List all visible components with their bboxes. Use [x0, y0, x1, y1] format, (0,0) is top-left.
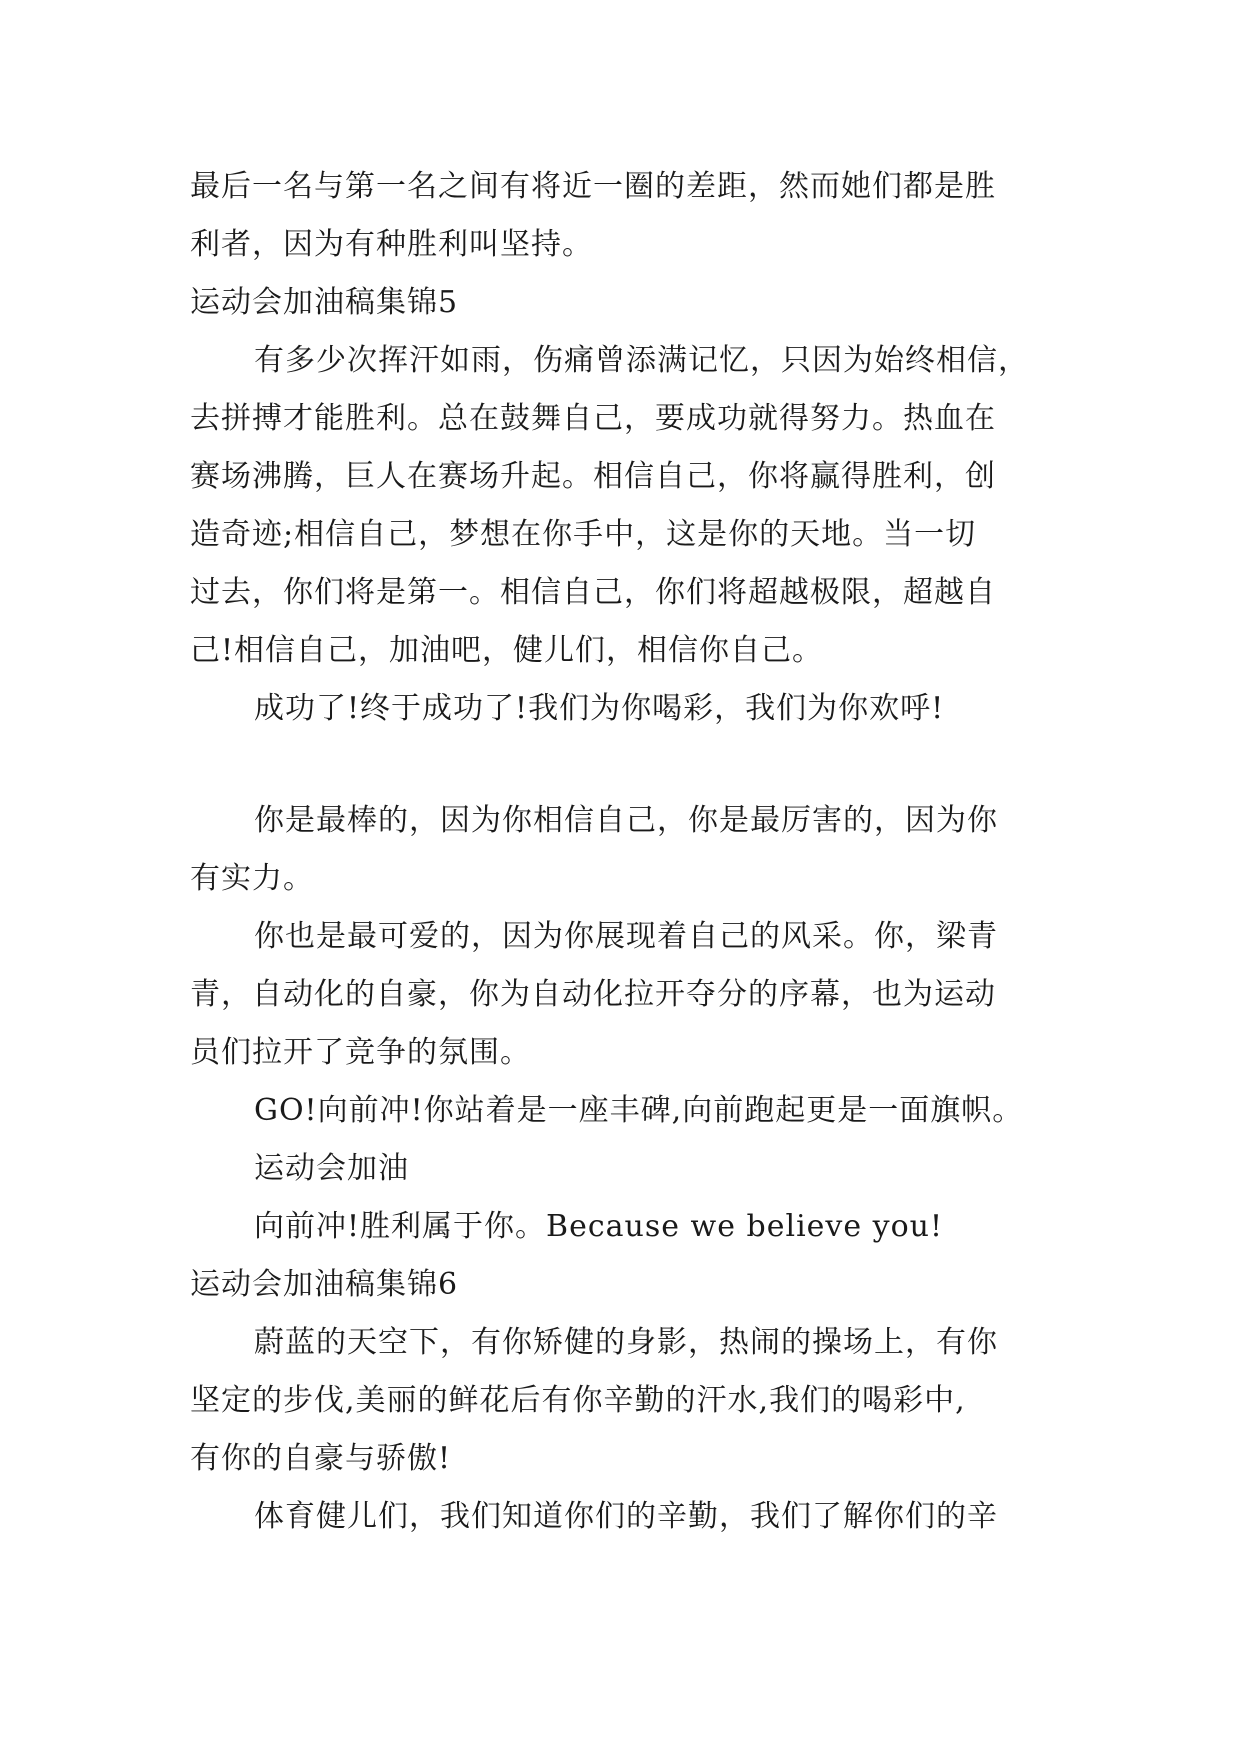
text-line: 最后一名与第一名之间有将近一圈的差距，然而她们都是胜 [190, 169, 996, 204]
section-heading: 运动会加油稿集锦5 [190, 285, 459, 320]
text-line: 有实力。 [190, 861, 314, 896]
text-line: 利者，因为有种胜利叫坚持。 [190, 227, 593, 262]
text-line: 运动会加油 [254, 1151, 409, 1186]
text-line: 青，自动化的自豪，你为自动化拉开夺分的序幕，也为运动 [190, 977, 996, 1012]
text-line: 坚定的步伐,美丽的鲜花后有你辛勤的汗水,我们的喝彩中, [190, 1383, 966, 1418]
text-line: 向前冲!胜利属于你。Because we believe you! [254, 1209, 944, 1244]
text-line: 体育健儿们，我们知道你们的辛勤，我们了解你们的辛 [254, 1499, 998, 1534]
text-line: 己!相信自己，加油吧，健儿们，相信你自己。 [190, 633, 824, 668]
document-page [190, 158, 1052, 1546]
text-line: 成功了!终于成功了!我们为你喝彩，我们为你欢呼! [254, 691, 945, 726]
section-heading: 运动会加油稿集锦6 [190, 1267, 459, 1302]
text-line: 造奇迹;相信自己，梦想在你手中，这是你的天地。当一切 [190, 517, 977, 552]
text-line: GO!向前冲!你站着是一座丰碑,向前跑起更是一面旗帜。 [254, 1093, 1024, 1128]
text-line: 员们拉开了竞争的氛围。 [190, 1035, 531, 1070]
text-line: 过去，你们将是第一。相信自己，你们将超越极限，超越自 [190, 575, 996, 610]
text-line: 你也是最可爱的，因为你展现着自己的风采。你，梁青 [254, 919, 998, 954]
text-line: 你是最棒的，因为你相信自己，你是最厉害的，因为你 [254, 803, 998, 838]
text-line: 有你的自豪与骄傲! [190, 1441, 452, 1476]
paragraph-gap [190, 738, 1052, 792]
text-line: 有多少次挥汗如雨，伤痛曾添满记忆，只因为始终相信， [254, 343, 1029, 378]
text-line: 去拼搏才能胜利。总在鼓舞自己，要成功就得努力。热血在 [190, 401, 996, 436]
text-line: 蔚蓝的天空下，有你矫健的身影，热闹的操场上，有你 [254, 1325, 998, 1360]
text-line: 赛场沸腾，巨人在赛场升起。相信自己，你将赢得胜利，创 [190, 459, 996, 494]
